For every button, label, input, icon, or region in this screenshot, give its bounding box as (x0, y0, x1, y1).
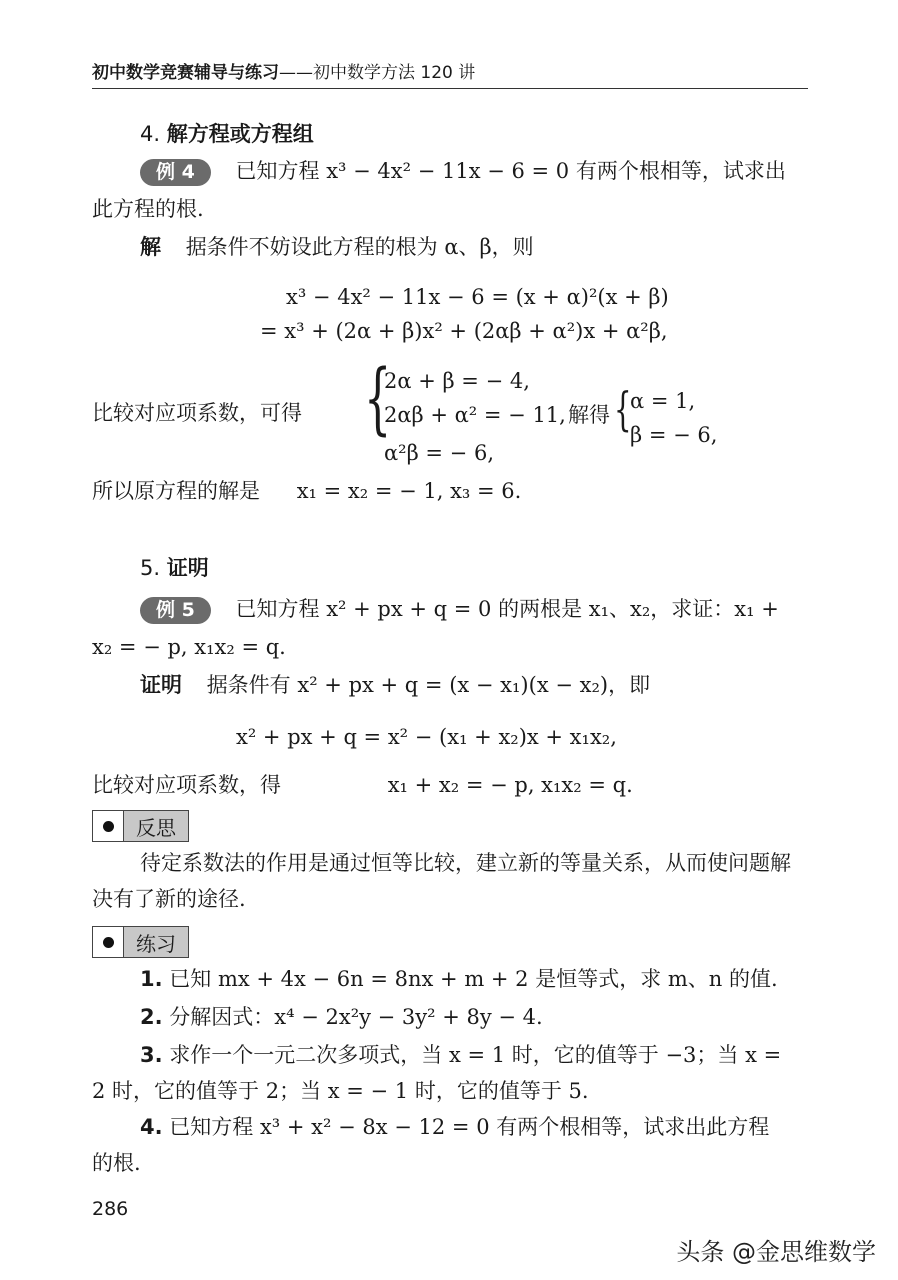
proof-label: 证明 (140, 673, 182, 697)
section-title: 证明 (166, 556, 209, 580)
section-title: 解方程或方程组 (166, 122, 314, 146)
result-eq-2: β = − 6, (630, 423, 718, 447)
bullet-icon (93, 927, 123, 957)
result-brace: { (614, 382, 632, 436)
system-eq-3: α²β = − 6, (384, 441, 494, 465)
exercise-label: 练习 (123, 927, 188, 957)
example-5-badge: 例 5 (140, 597, 211, 624)
exercise-item-3-cont: 2 时，它的值等于 2；当 x = − 1 时，它的值等于 5. (92, 1079, 589, 1103)
compare-text: 比较对应项系数，得 (92, 773, 281, 797)
header-rule (92, 88, 808, 89)
solution-label: 解 (140, 235, 161, 259)
bullet-icon (93, 811, 123, 841)
running-head (92, 58, 475, 83)
section-number: 4. (140, 122, 161, 146)
system-eq-2: 2αβ + α² = − 11, (384, 403, 566, 427)
book-title: 初中数学竞赛辅导与练习 (92, 63, 279, 83)
proof-equation: x² + px + q = x² − (x₁ + x₂)x + x₁x₂, (236, 725, 617, 749)
result-eq-1: α = 1, (630, 389, 696, 413)
proof-text: 据条件有 x² + px + q = (x − x₁)(x − x₂)，即 (206, 673, 651, 697)
exercise-label-box (92, 926, 189, 958)
example-5-line2: x₂ = − p, x₁x₂ = q. (92, 635, 286, 659)
proof-line (140, 668, 650, 704)
reflection-text: 待定系数法的作用是通过恒等比较，建立新的等量关系，从而使问题解决有了新的途径. (92, 851, 791, 911)
system-brace: { (364, 354, 392, 444)
reflection-label-box (92, 810, 189, 842)
equation-expansion-2: = x³ + (2α + β)x² + (2αβ + α²)x + α²β, (260, 319, 668, 343)
conclusion-text: 所以原方程的解是 (92, 479, 260, 503)
section-number: 5. (140, 556, 161, 580)
system-eq-1: 2α + β = − 4, (384, 369, 530, 393)
reflection-label: 反思 (123, 811, 188, 841)
equation-expansion-1: x³ − 4x² − 11x − 6 = (x + α)²(x + β) (286, 285, 669, 309)
compare-line-5 (92, 768, 633, 804)
watermark: 头条 @金思维数学 (676, 1238, 876, 1266)
example-4-line2: 此方程的根. (92, 197, 204, 221)
book-subtitle: ——初中数学方法 120 讲 (279, 63, 476, 83)
compare-text: 比较对应项系数，可得 (92, 401, 302, 425)
solve-text: 解得 (568, 403, 610, 427)
solution-text: 据条件不妨设此方程的根为 α、β，则 (185, 235, 534, 259)
example-5-problem: 已知方程 x² + px + q = 0 的两根是 x₁、x₂，求证：x₁ + (235, 597, 779, 621)
example-5-line1 (140, 592, 779, 628)
section-4-heading (140, 118, 314, 148)
exercise-item-3: 3. 求作一个一元二次多项式，当 x = 1 时，它的值等于 −3；当 x = (140, 1043, 782, 1067)
exercise-item-4-cont: 的根. (92, 1151, 141, 1175)
section-5-heading (140, 552, 209, 582)
conclusion-line (92, 474, 521, 510)
example-4-badge: 例 4 (140, 159, 211, 186)
exercise-item-4: 4. 已知方程 x³ + x² − 8x − 12 = 0 有两个根相等，试求出此方程 (140, 1115, 770, 1139)
page-number: 286 (92, 1198, 129, 1220)
example-4-problem: 已知方程 x³ − 4x² − 11x − 6 = 0 有两个根相等，试求出 (235, 159, 786, 183)
solution-line (140, 230, 534, 266)
example-4-line1 (140, 154, 786, 190)
conclusion-equation: x₁ = x₂ = − 1, x₃ = 6. (296, 479, 522, 503)
exercise-item-1: 1. 已知 mx + 4x − 6n = 8nx + m + 2 是恒等式，求 m、n 的值. (140, 967, 778, 991)
compare-equation: x₁ + x₂ = − p, x₁x₂ = q. (387, 773, 633, 797)
exercise-item-2: 2. 分解因式：x⁴ − 2x²y − 3y² + 8y − 4. (140, 1005, 543, 1029)
